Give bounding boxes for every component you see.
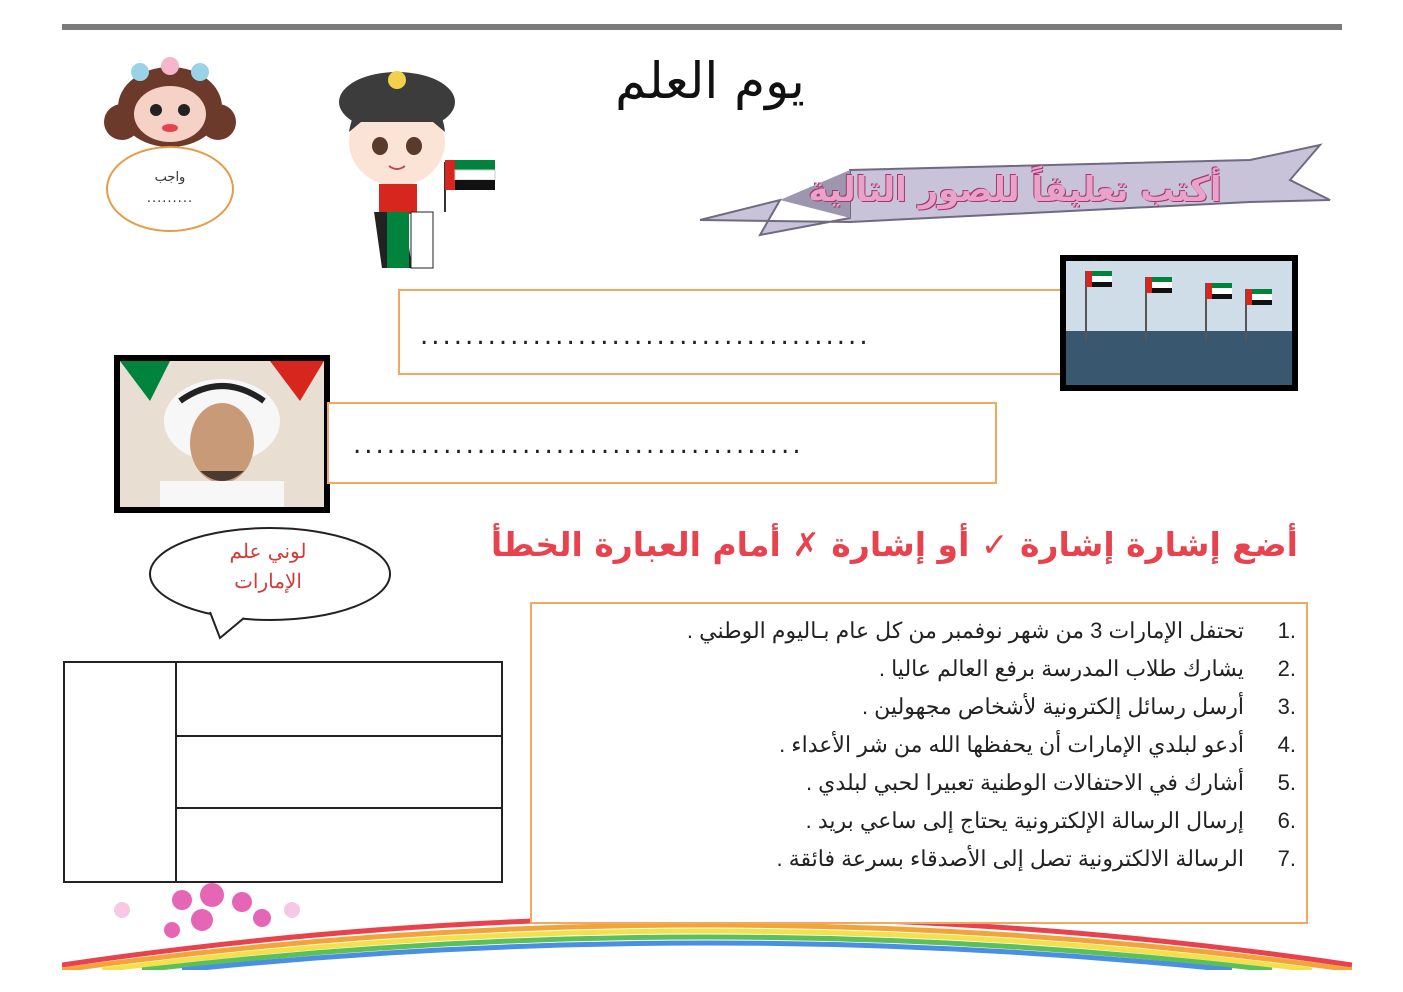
statement-number: .3 bbox=[1277, 694, 1296, 719]
top-rule bbox=[62, 24, 1342, 30]
answer-box-2[interactable] bbox=[327, 402, 997, 484]
statement-item[interactable] bbox=[532, 688, 1296, 726]
statement-text: أدعو لبلدي الإمارات أن يحفظها الله من شر الأعداء . bbox=[779, 732, 1244, 757]
flag-divider-1 bbox=[177, 735, 501, 737]
flags-photo bbox=[1060, 255, 1298, 391]
statement-number: .4 bbox=[1277, 732, 1296, 757]
girl-flag-illustration bbox=[325, 62, 535, 272]
statement-item[interactable] bbox=[532, 840, 1296, 878]
bubble-text bbox=[178, 536, 358, 596]
statements-box bbox=[530, 602, 1308, 924]
flag-divider-2 bbox=[177, 807, 501, 809]
statement-number: .2 bbox=[1277, 656, 1296, 681]
statement-text: أشارك في الاحتفالات الوطنية تعبيرا لحبي لبلدي . bbox=[805, 770, 1244, 795]
badge-label: واجب bbox=[154, 170, 186, 185]
statement-number: .6 bbox=[1277, 808, 1296, 833]
statement-text: الرسالة الالكترونية تصل إلى الأصدقاء بسرعة فائقة . bbox=[776, 846, 1244, 871]
bubble-line-2: الإمارات bbox=[234, 569, 302, 593]
statement-item[interactable] bbox=[532, 726, 1296, 764]
page-title: يوم العلم bbox=[615, 52, 805, 110]
instruction-heading: أضع إشارة إشارة ✓ أو إشارة ✗ أمام العبارة الخطأ bbox=[490, 525, 1298, 564]
homework-badge bbox=[106, 146, 234, 232]
statement-text: تحتفل الإمارات 3 من شهر نوفمبر من كل عام بـاليوم الوطني . bbox=[686, 618, 1244, 643]
statement-item[interactable] bbox=[532, 650, 1296, 688]
sheikh-photo bbox=[114, 355, 330, 513]
statement-number: .7 bbox=[1277, 846, 1296, 871]
statement-text: أرسل رسائل إلكترونية لأشخاص مجهولين . bbox=[861, 694, 1244, 719]
answer-box-1[interactable] bbox=[398, 289, 1064, 375]
bubble-line-1: لوني علم bbox=[229, 539, 307, 563]
statement-number: .5 bbox=[1277, 770, 1296, 795]
statement-item[interactable] bbox=[532, 612, 1296, 650]
statements-list bbox=[532, 604, 1306, 878]
answer-dots-1: ........................................ bbox=[420, 321, 871, 351]
statement-text: يشارك طلاب المدرسة برفع العالم عاليا . bbox=[878, 656, 1244, 681]
badge-dots: ......... bbox=[146, 191, 194, 206]
statement-text: إرسال الرسالة الإلكترونية يحتاج إلى ساعي بريد . bbox=[805, 808, 1244, 833]
statement-item[interactable] bbox=[532, 802, 1296, 840]
statement-number: .1 bbox=[1277, 618, 1296, 643]
banner-text: أكتب تعليقاً للصور التالية bbox=[808, 170, 1222, 210]
statement-item[interactable] bbox=[532, 764, 1296, 802]
answer-dots-2: ........................................ bbox=[353, 430, 804, 460]
